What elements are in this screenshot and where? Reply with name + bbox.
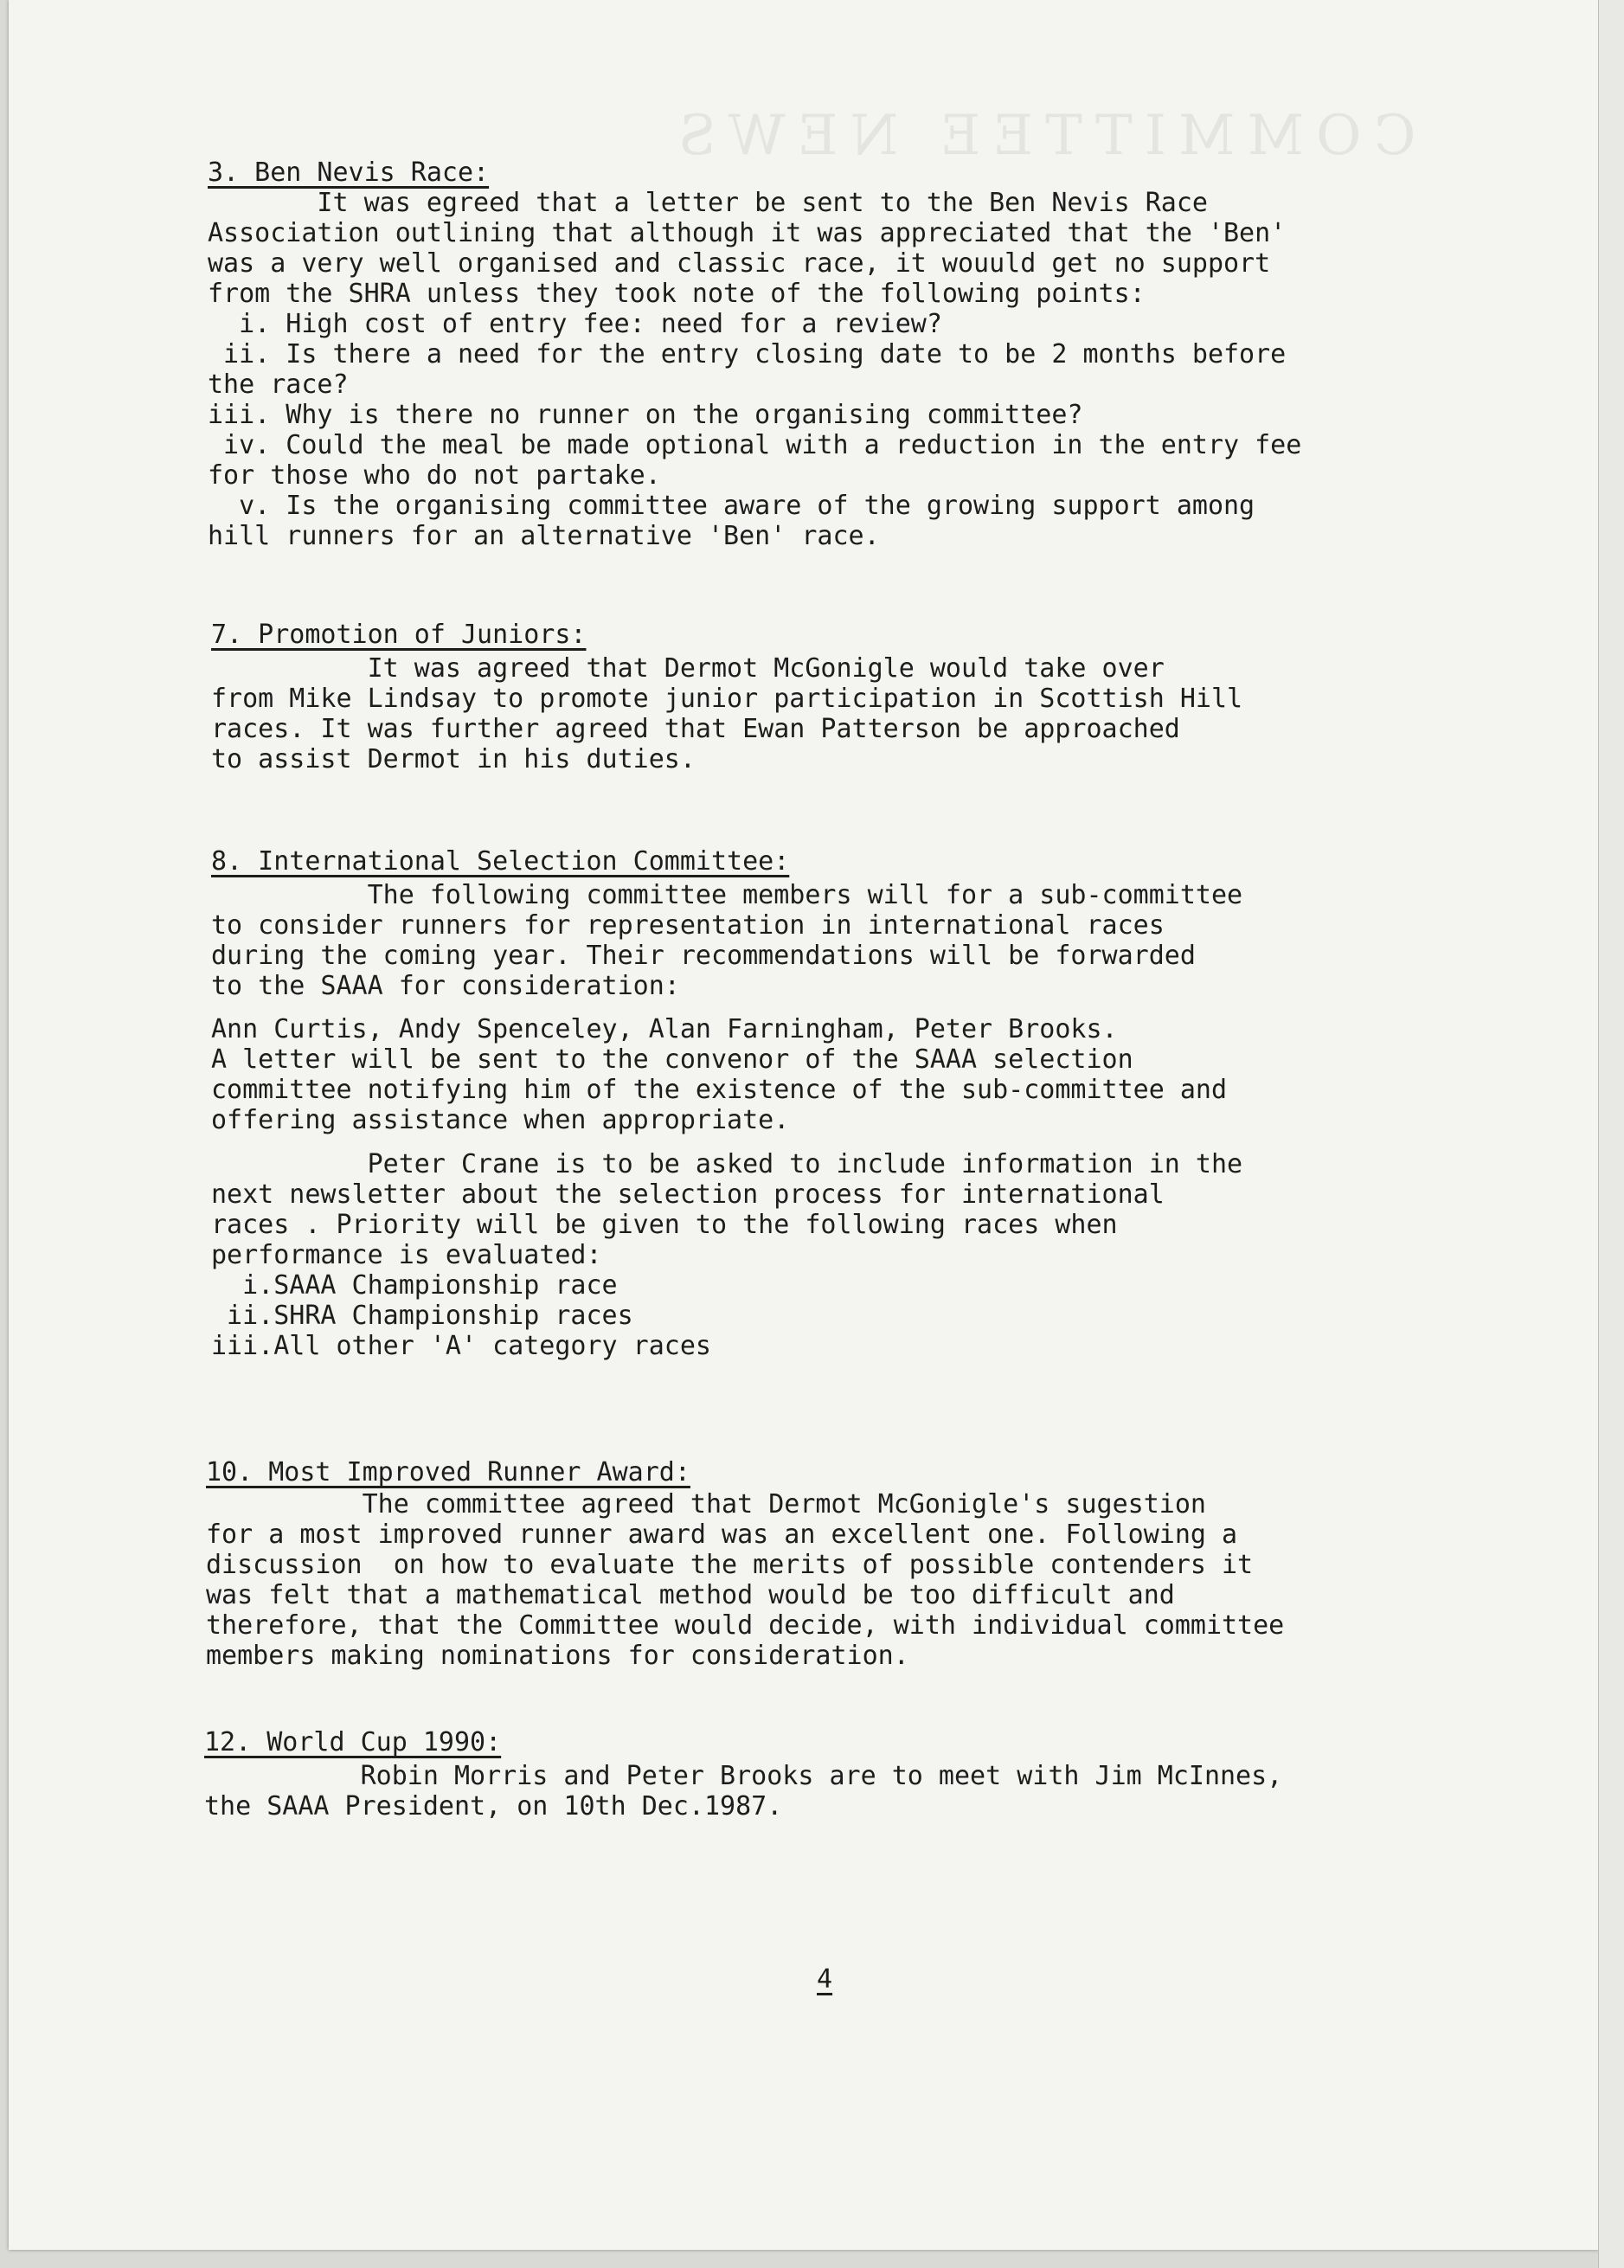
text-line: the race? — [208, 369, 349, 400]
section-world-cup-1990 — [204, 1727, 1282, 1821]
text-line: The committee agreed that Dermot McGonigle's sugestion — [206, 1489, 1206, 1519]
text-line: iii. Why is there no runner on the organising committee? — [208, 400, 1083, 430]
text-line: Peter Crane is to be asked to include information in the — [211, 1149, 1243, 1179]
text-line: The following committee members will for a sub-committee — [211, 880, 1243, 910]
section-ben-nevis-race — [208, 157, 1301, 551]
section-heading: 10. Most Improved Runner Award: — [206, 1457, 690, 1487]
text-line: for those who do not partake. — [208, 460, 661, 491]
text-line: Ann Curtis, Andy Spenceley, Alan Farningham, Peter Brooks. — [211, 1014, 1118, 1044]
text-line: iv. Could the meal be made optional with a reduction in the entry fee — [208, 430, 1302, 460]
text-line: members making nominations for consideration. — [206, 1641, 909, 1671]
text-line: to assist Dermot in his duties. — [211, 744, 696, 774]
text-line: the SAAA President, on 10th Dec.1987. — [204, 1791, 783, 1821]
text-line: hill runners for an alternative 'Ben' race. — [208, 521, 880, 551]
show-through-title: COMMITTEE NEWS — [666, 104, 1416, 168]
text-line: was a very well organised and classic race, it wouuld get no support — [208, 248, 1271, 279]
section-heading: 8. International Selection Committee: — [211, 846, 790, 877]
text-line: performance is evaluated: — [211, 1240, 602, 1270]
text-line: i. High cost of entry fee: need for a review? — [208, 309, 942, 339]
text-line: therefore, that the Committee would decide, with individual committee — [206, 1610, 1285, 1641]
section-heading: 7. Promotion of Juniors: — [211, 620, 587, 650]
section-promotion-of-juniors — [211, 620, 1242, 774]
text-line: ii.SHRA Championship races — [211, 1301, 633, 1331]
text-line: next newsletter about the selection process for international — [211, 1179, 1165, 1210]
text-line: ii. Is there a need for the entry closing date to be 2 months before — [208, 339, 1287, 369]
text-line: A letter will be sent to the convenor of the SAAA selection — [211, 1044, 1133, 1075]
blank-line — [211, 1001, 1242, 1014]
page-number: 4 — [817, 1964, 833, 1995]
blank-line — [211, 1135, 1242, 1149]
text-line: from the SHRA unless they took note of the following points: — [208, 279, 1146, 309]
section-most-improved-runner-award — [206, 1457, 1284, 1671]
text-line: v. Is the organising committee aware of the growing support among — [208, 491, 1255, 521]
text-line: races . Priority will be given to the following races when — [211, 1210, 1118, 1240]
text-line: Association outlining that although it was appreciated that the 'Ben' — [208, 218, 1287, 248]
text-line: to the SAAA for consideration: — [211, 971, 680, 1001]
text-line: It was egreed that a letter be sent to the Ben Nevis Race — [208, 188, 1208, 218]
section-international-selection-committee — [211, 846, 1242, 1361]
text-line: discussion on how to evaluate the merits of possible contenders it — [206, 1550, 1254, 1580]
text-line: i.SAAA Championship race — [211, 1270, 618, 1301]
text-line: was felt that a mathematical method would be too difficult and — [206, 1580, 1175, 1610]
text-line: races. It was further agreed that Ewan Patterson be approached — [211, 714, 1180, 744]
section-heading: 3. Ben Nevis Race: — [208, 157, 490, 188]
text-line: from Mike Lindsay to promote junior participation in Scottish Hill — [211, 684, 1243, 714]
text-line: It was agreed that Dermot McGonigle would take over — [211, 653, 1165, 684]
text-line: committee notifying him of the existence of the sub-committee and — [211, 1075, 1227, 1105]
text-line: for a most improved runner award was an excellent one. Following a — [206, 1519, 1238, 1550]
text-line: during the coming year. Their recommendations will be forwarded — [211, 941, 1196, 971]
text-line: to consider runners for representation in international races — [211, 910, 1165, 941]
section-heading: 12. World Cup 1990: — [204, 1727, 502, 1757]
text-line: Robin Morris and Peter Brooks are to meet with Jim McInnes, — [204, 1761, 1283, 1791]
text-line: offering assistance when appropriate. — [211, 1105, 790, 1135]
text-line: iii.All other 'A' category races — [211, 1331, 711, 1361]
